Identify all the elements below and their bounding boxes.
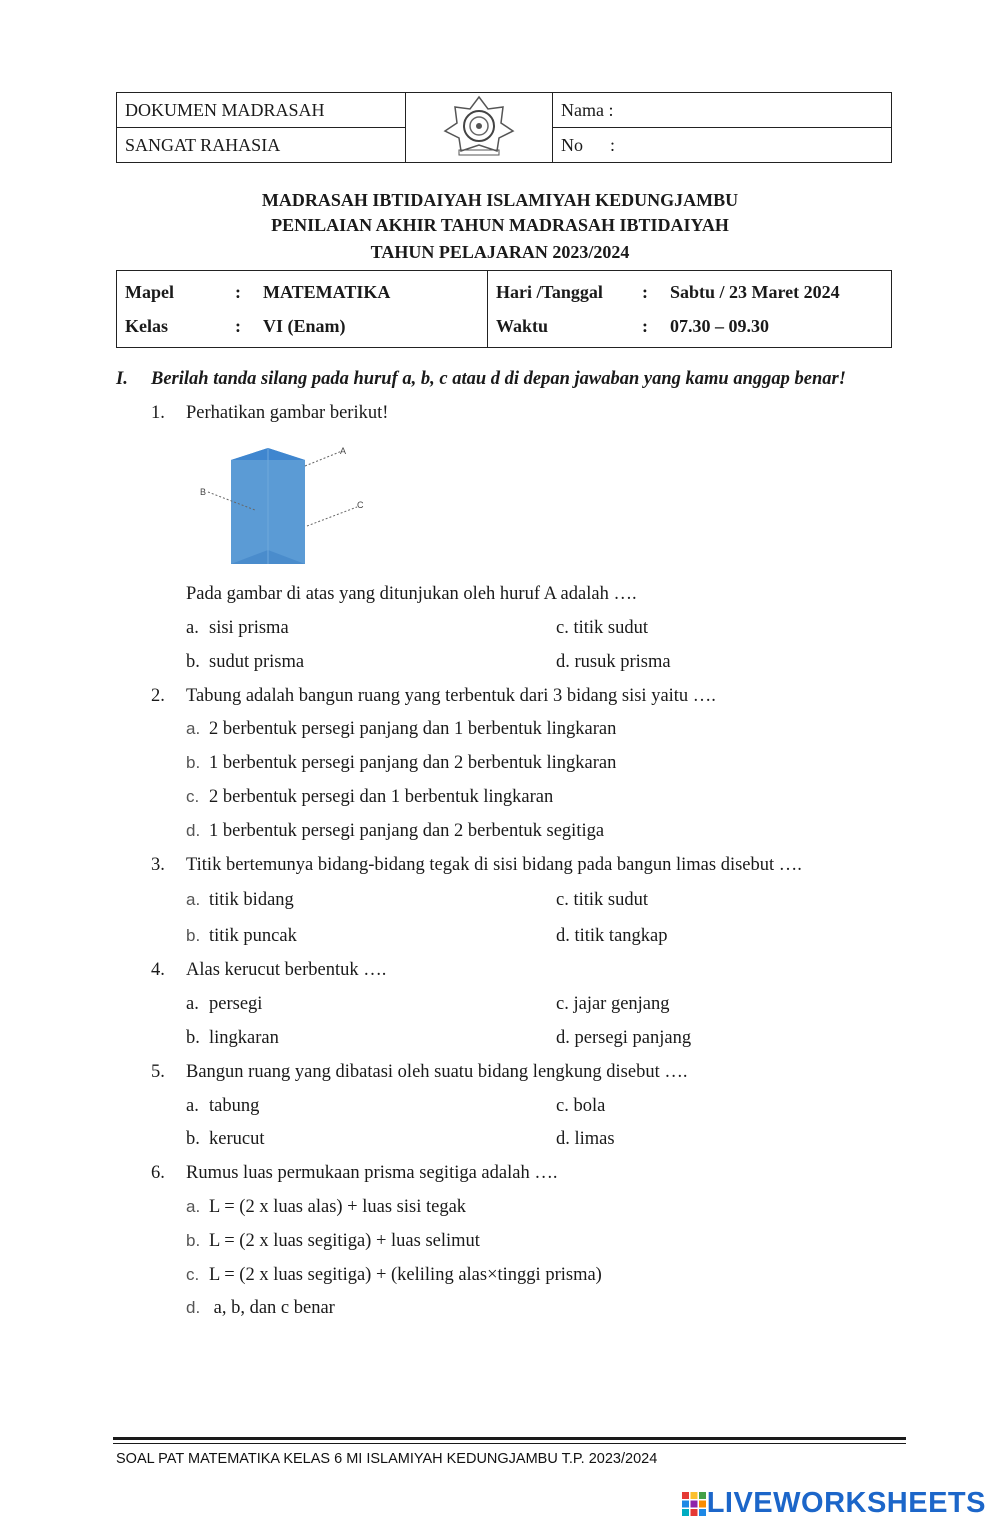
question-text: Alas kerucut berbentuk …. — [186, 960, 387, 980]
option-text: sisi prisma — [209, 618, 289, 638]
mapel-value: MATEMATIKA — [263, 281, 391, 302]
option-d[interactable] — [556, 652, 671, 673]
colon: : — [642, 315, 648, 336]
option-a[interactable] — [186, 618, 289, 639]
emblem-icon — [439, 93, 519, 157]
option-text: L = (2 x luas segitiga) + luas selimut — [209, 1231, 480, 1251]
option-text: 2 berbentuk persegi panjang dan 1 berbentuk lingkaran — [209, 719, 617, 739]
option-d[interactable] — [556, 1028, 691, 1049]
option-letter: b. — [186, 753, 201, 772]
waktu-value: 07.30 – 09.30 — [670, 315, 769, 336]
option-a[interactable] — [186, 719, 616, 740]
option-text: rusuk prisma — [574, 652, 671, 672]
option-text: sudut prisma — [209, 652, 305, 672]
option-text: bola — [573, 1096, 606, 1116]
option-text: 1 berbentuk persegi panjang dan 2 berbentuk lingkaran — [209, 753, 617, 773]
option-letter: a. — [186, 1096, 199, 1116]
colon: : — [642, 281, 648, 302]
option-a[interactable] — [186, 1197, 466, 1218]
question-text: Tabung adalah bangun ruang yang terbentuk dari 3 bidang sisi yaitu …. — [186, 686, 716, 706]
option-d[interactable] — [556, 926, 668, 947]
option-text: titik bidang — [209, 890, 294, 910]
option-d[interactable] — [186, 821, 604, 842]
schedule-info-cell — [488, 271, 892, 348]
option-c[interactable] — [556, 890, 648, 911]
option-letter: c. — [186, 1265, 200, 1284]
option-text: lingkaran — [209, 1028, 279, 1048]
option-b[interactable] — [186, 1028, 279, 1049]
mapel-label: Mapel — [125, 281, 174, 302]
school-title: MADRASAH IBTIDAIYAH ISLAMIYAH KEDUNGJAMBU — [261, 190, 739, 210]
triangular-prism-figure — [195, 436, 370, 568]
instruction-text: Berilah tanda silang pada huruf a, b, c atau d di depan jawaban yang kamu anggap benar! — [151, 369, 846, 389]
label-b: B — [200, 487, 207, 497]
option-letter: b. — [186, 652, 200, 672]
option-letter: c. — [186, 787, 200, 806]
hari-label: Hari /Tanggal — [496, 281, 603, 302]
question-number: 4. — [151, 960, 165, 980]
option-letter: d. — [556, 1129, 570, 1149]
kelas-value: VI (Enam) — [263, 315, 346, 336]
question-text: Bangun ruang yang dibatasi oleh suatu bidang lengkung disebut …. — [186, 1062, 688, 1082]
option-text: persegi — [209, 994, 263, 1014]
option-text: kerucut — [209, 1129, 265, 1149]
school-year-title: TAHUN PELAJARAN 2023/2024 — [370, 242, 630, 262]
label-a: A — [340, 446, 347, 456]
doc-type-cell: DOKUMEN MADRASAH — [117, 93, 406, 128]
question-text: Titik bertemunya bidang-bidang tegak di sisi bidang pada bangun limas disebut …. — [186, 855, 802, 875]
option-text: a, b, dan c benar — [209, 1298, 335, 1318]
waktu-label: Waktu — [496, 315, 549, 336]
question-2 — [151, 686, 716, 707]
option-c[interactable] — [556, 1096, 605, 1117]
option-b[interactable] — [186, 753, 616, 774]
document-header-table — [116, 92, 892, 163]
number-field-cell: No : — [553, 128, 892, 163]
option-a[interactable] — [186, 994, 262, 1015]
option-text: titik sudut — [573, 890, 648, 910]
option-letter: c. — [556, 994, 569, 1014]
confidential-cell: SANGAT RAHASIA — [117, 128, 406, 163]
option-letter: d. — [556, 926, 570, 946]
option-d[interactable] — [556, 1129, 615, 1150]
question-number: 3. — [151, 855, 165, 875]
section-number: I. — [116, 369, 128, 389]
exam-info-table — [116, 270, 892, 348]
exam-title: PENILAIAN AKHIR TAHUN MADRASAH IBTIDAIYAH — [271, 215, 729, 235]
kelas-label: Kelas — [125, 315, 168, 336]
option-text: L = (2 x luas alas) + luas sisi tegak — [209, 1197, 467, 1217]
question-text: Perhatikan gambar berikut! — [186, 403, 389, 423]
footer-rule-thin — [113, 1443, 906, 1444]
brand-text: LIVEWORKSHEETS — [706, 1487, 986, 1519]
question-5 — [151, 1062, 687, 1083]
option-a[interactable] — [186, 1096, 259, 1117]
option-letter: d. — [556, 652, 570, 672]
option-letter: b. — [186, 1028, 200, 1048]
option-b[interactable] — [186, 652, 304, 673]
option-letter: a. — [186, 890, 201, 909]
label-c: C — [357, 500, 364, 510]
madrasah-logo — [406, 93, 553, 163]
hari-value: Sabtu / 23 Maret 2024 — [670, 281, 840, 302]
question-3 — [151, 855, 802, 876]
option-letter: a. — [186, 618, 199, 638]
option-text: persegi panjang — [574, 1028, 692, 1048]
option-letter: b. — [186, 926, 201, 945]
option-letter: c. — [556, 618, 569, 638]
question-number: 6. — [151, 1163, 165, 1183]
name-field-cell: Nama : — [553, 93, 892, 128]
option-letter: a. — [186, 994, 199, 1014]
subject-info-cell — [117, 271, 488, 348]
option-c[interactable] — [186, 1265, 602, 1286]
liveworksheets-logo-icon — [681, 1491, 707, 1517]
option-letter: c. — [556, 1096, 569, 1116]
option-text: titik tangkap — [574, 926, 668, 946]
option-text: 1 berbentuk persegi panjang dan 2 berbentuk segitiga — [209, 821, 605, 841]
section-instruction — [116, 369, 846, 390]
colon: : — [235, 315, 241, 336]
colon: : — [235, 281, 241, 302]
footer-rule-thick — [113, 1437, 906, 1440]
option-letter: d. — [556, 1028, 570, 1048]
option-letter: b. — [186, 1129, 200, 1149]
question-6 — [151, 1163, 557, 1184]
option-d[interactable] — [186, 1298, 335, 1319]
question-1 — [151, 403, 388, 424]
option-c[interactable] — [556, 994, 670, 1015]
question-1-prompt: Pada gambar di atas yang ditunjukan oleh huruf A adalah …. — [186, 584, 637, 604]
option-a[interactable] — [186, 890, 294, 911]
option-text: limas — [574, 1129, 615, 1149]
option-text: tabung — [209, 1096, 260, 1116]
option-c[interactable] — [556, 618, 648, 639]
option-text: titik sudut — [573, 618, 648, 638]
option-text: L = (2 x luas segitiga) + (keliling alas×tinggi prisma) — [209, 1265, 602, 1285]
question-text: Rumus luas permukaan prisma segitiga adalah …. — [186, 1163, 558, 1183]
option-b[interactable] — [186, 1231, 480, 1252]
option-b[interactable] — [186, 1129, 264, 1150]
option-b[interactable] — [186, 926, 297, 947]
option-letter: a. — [186, 1197, 201, 1216]
option-text: titik puncak — [209, 926, 297, 946]
question-number: 2. — [151, 686, 165, 706]
option-c[interactable] — [186, 787, 553, 808]
option-text: 2 berbentuk persegi dan 1 berbentuk lingkaran — [209, 787, 554, 807]
liveworksheets-brand[interactable] — [681, 1487, 986, 1520]
option-letter: d. — [186, 1298, 201, 1317]
option-text: jajar genjang — [573, 994, 670, 1014]
option-letter: c. — [556, 890, 569, 910]
footer-text: SOAL PAT MATEMATIKA KELAS 6 MI ISLAMIYAH KEDUNGJAMBU T.P. 2023/2024 — [116, 1451, 658, 1467]
option-letter: b. — [186, 1231, 201, 1250]
option-letter: a. — [186, 719, 201, 738]
question-4 — [151, 960, 386, 981]
question-number: 5. — [151, 1062, 165, 1082]
question-number: 1. — [151, 403, 165, 423]
option-letter: d. — [186, 821, 201, 840]
